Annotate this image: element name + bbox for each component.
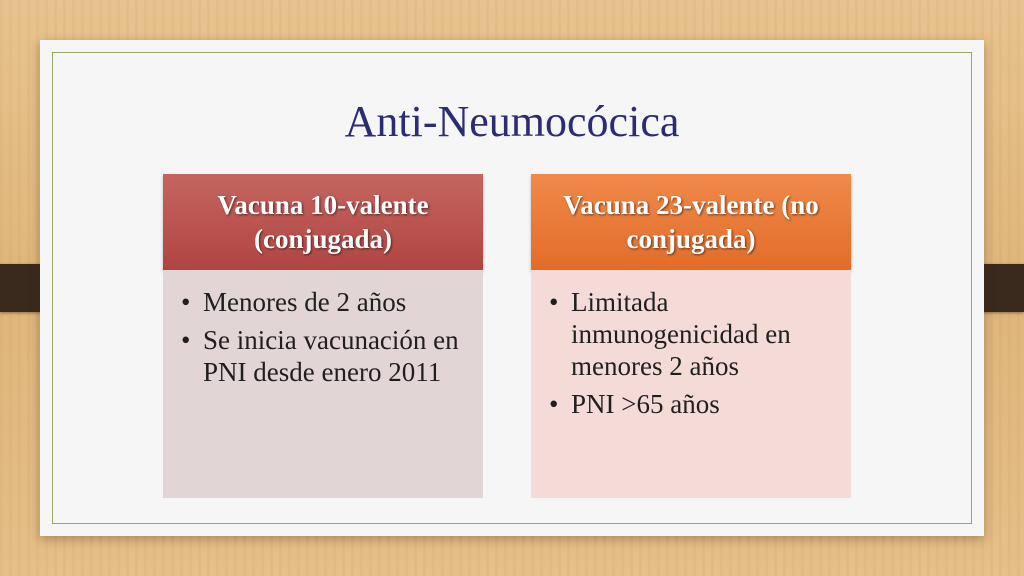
vaccine-column-23-valente bbox=[531, 174, 851, 498]
bullet-list bbox=[177, 286, 469, 388]
slide-title: Anti-Neumocócica bbox=[344, 97, 680, 146]
list-item: • Se inicia vacunación en PNI desde enero 2011 bbox=[177, 324, 469, 388]
column-heading: Vacuna 10-valente (conjugada) bbox=[163, 174, 483, 270]
list-item: • Menores de 2 años bbox=[177, 286, 469, 318]
column-body bbox=[531, 270, 851, 498]
column-heading: Vacuna 23-valente (no conjugada) bbox=[531, 174, 851, 270]
bullet-list bbox=[545, 286, 837, 420]
slide-card bbox=[40, 40, 984, 536]
list-item: • PNI >65 años bbox=[545, 388, 837, 420]
column-body bbox=[163, 270, 483, 498]
list-item: • Limitada inmunogenicidad en menores 2 años bbox=[545, 286, 837, 382]
vaccine-column-10-valente bbox=[163, 174, 483, 498]
